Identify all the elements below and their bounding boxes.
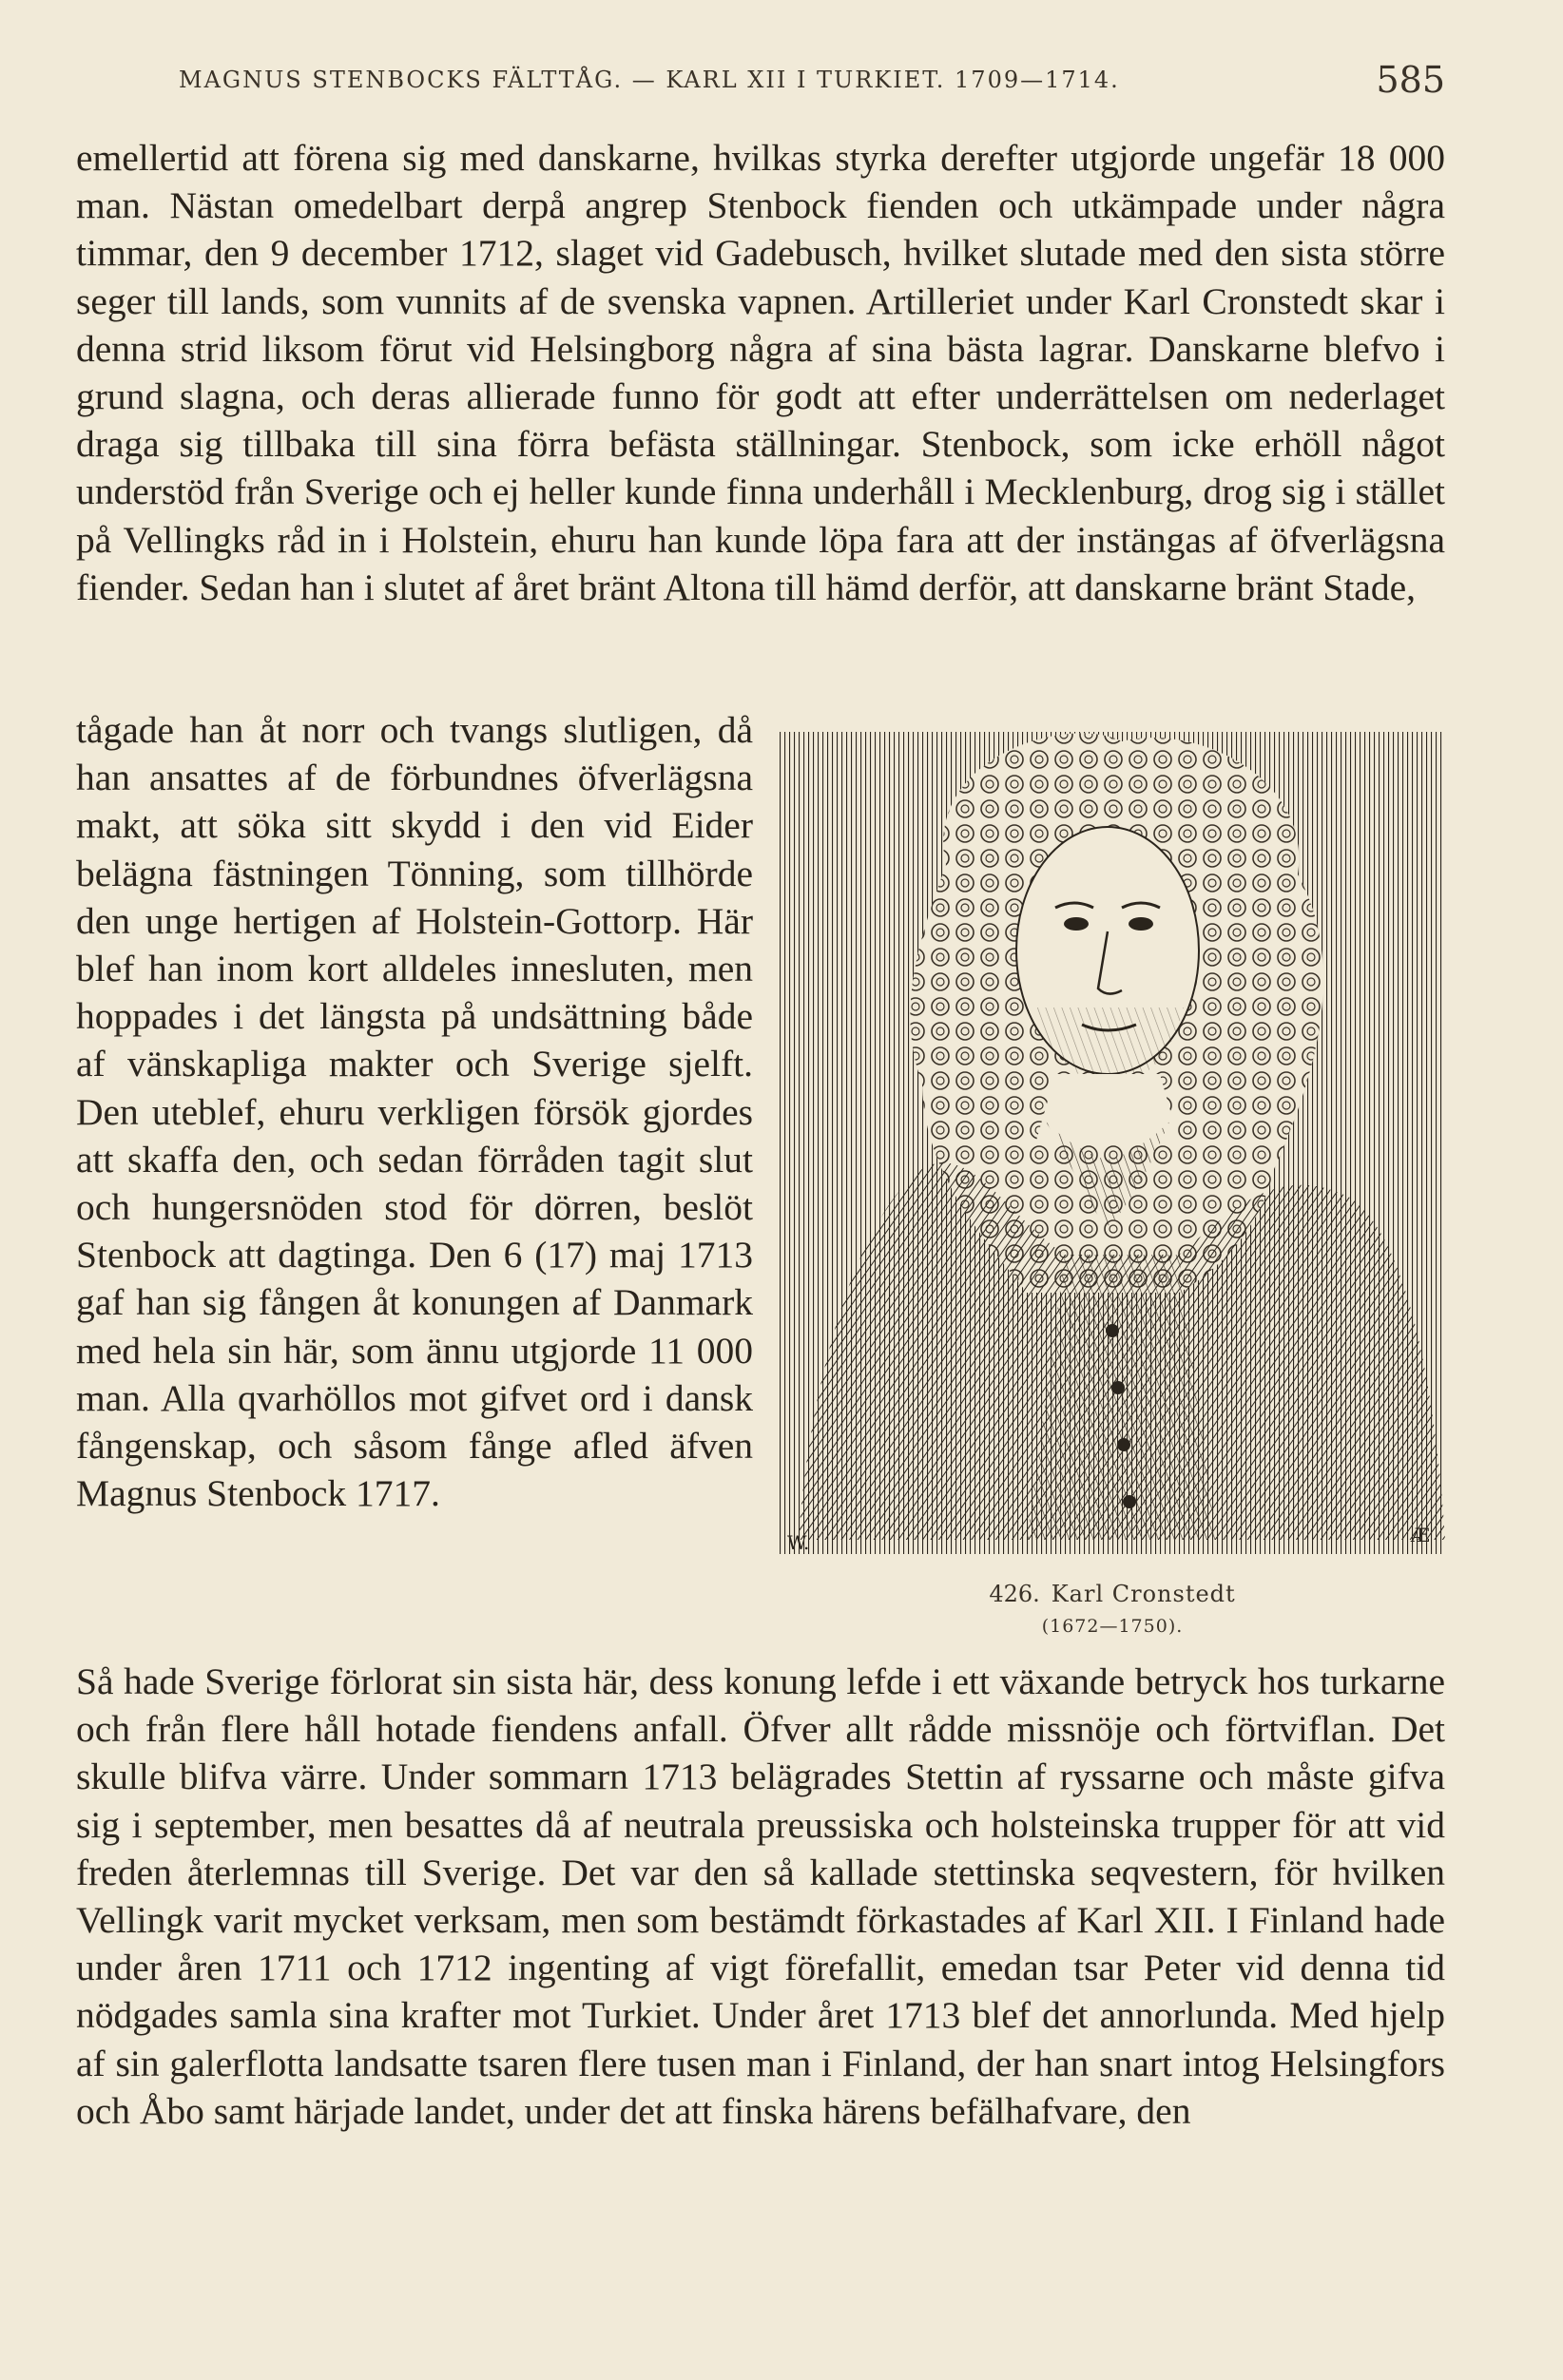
caption-number: 426. [989, 1581, 1040, 1607]
body-paragraph-1-continued: tågade han åt norr och tvangs slutligen, då han ansattes af de förbundnes öfverlägsna makt, att söka sitt skydd i den vid Eider belägna fästningen Tönning, som tillhörde den unge hertigen af Holstein-Gottorp. Här blef han inom kort alldeles innesluten, men hoppades i det längsta på undsättning både af vänskapliga makter och Sverige sjelft. Den uteblef, ehuru verkligen försök gjordes att skaffa den, och sedan förråden tagit slut och hungersnöden stod för dörren, beslöt Stenbock att dagtinga. Den 6 (17) maj 1713 gaf han sig fången åt konungen af Danmark med hela sin här, som ännu utgjorde 11 000 man. Alla qvarhöllos mot gifvet ord i dansk fångenskap, och såsom fånge afled äfven Magnus Stenbock 1717. [76, 709, 753, 1515]
body-paragraph-1: emellertid att förena sig med danskarne, hvilkas styrka derefter utgjorde ungefär 18 000 man. Nästan omedelbart derpå angrep Stenbock fienden och utkämpade under några timmar, den 9 december 1712, slaget vid Gadebusch, hvilket slutade med den sista större seger till lands, som vunnits af de svenska vapnen. Artilleriet under Karl Cronstedt skar i denna strid liksom förut vid Helsingborg några af sina bästa lagrar. Danskarne blefvo i grund slagna, och deras allierade funno för godt att efter underrättelsen om nederlaget draga sig tillbaka till sina förra befästa ställningar. Stenbock, som icke erhöll något understöd från Sverige och ej heller kunde finna underhåll i Mecklenburg, drog sig i stället på Vellingks råd in i Holstein, ehuru han kunde löpa fara att der instängas af öfverlägsna fiender. Sedan han i slutet af året bränt Altona till hämd derför, att danskarne bränt Stade, [76, 137, 1445, 608]
body-paragraph-2: Så hade Sverige förlorat sin sista här, dess konung lefde i ett växande betryck hos turkarne och från flere håll hotade fiendens anfall. Öfver allt rådde missnöje och förtviflan. Det skulle blifva värre. Under sommarn 1713 belägrades Stettin af ryssarne och måste gifva sig i september, men besattes då af neutrala preussiska och holsteinska trupper för att vid freden återlemnas till Sverige. Det var den så kallade stettinska seqvestern, för hvilken Vellingk varit mycket verksam, men som bestämdt förkastades af Karl XII. I Finland hade under åren 1711 och 1712 ingenting af vigt förefallit, emedan tsar Peter vid denna tid nödgades samla sina krafter mot Turkiet. Under året 1713 blef det annorlunda. Med hjelp af sin galerflotta landsatte tsaren flere tusen man i Finland, der han snart intog Helsingfors och Åbo samt härjade landet, under det att finska härens befälhafvare, den [76, 1660, 1445, 2132]
portrait-engraving [780, 722, 1445, 1554]
engraver-mark-right: Æ [1411, 1524, 1431, 1546]
caption-name: Karl Cronstedt [1051, 1581, 1236, 1607]
engraver-mark-left: W. [787, 1531, 810, 1554]
page-number: 585 [1376, 59, 1445, 101]
running-title: MAGNUS STENBOCKS FÄLTTÅG. — KARL XII I TURKIET. 1709—1714. [179, 67, 1120, 93]
portrait-figure [780, 722, 1445, 1654]
figure-caption [780, 1578, 1445, 1642]
caption-years: (1672—1750). [1041, 1616, 1184, 1637]
running-head [76, 59, 1445, 101]
